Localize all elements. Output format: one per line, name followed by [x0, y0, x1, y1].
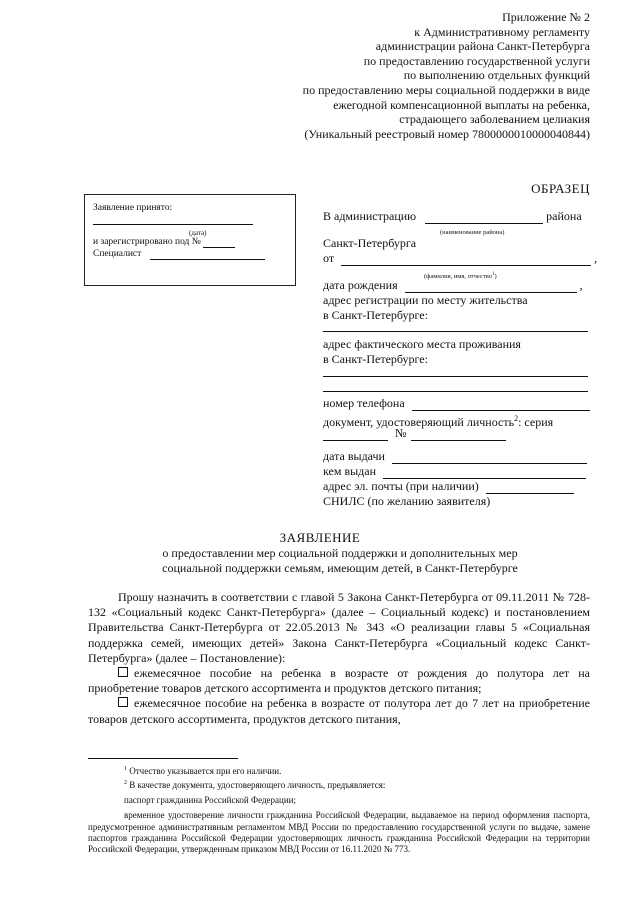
option-item: ежемесячное пособие на ребенка в возрасте от рождения до полутора лет на приобретение товаров детского ассортимента и продуктов детского питания;: [88, 666, 590, 696]
id-number-field[interactable]: [411, 430, 506, 441]
date-caption: (дата): [189, 229, 207, 237]
footnote-divider: [88, 758, 238, 759]
reg-address-field[interactable]: [323, 331, 588, 332]
registered-label: и зарегистрировано под №: [93, 237, 201, 247]
phone-field[interactable]: [412, 400, 590, 411]
full-name-caption: (фамилия, имя, отчество$^1$): [424, 272, 497, 281]
header-line: страдающего заболеванием целиакия: [399, 112, 590, 127]
birth-date-field[interactable]: [405, 282, 577, 293]
accepted-date-field[interactable]: [93, 214, 253, 225]
full-name-field[interactable]: [341, 255, 591, 266]
sample-label: ОБРАЗЕЦ: [531, 181, 590, 196]
phone-label: номер телефона: [323, 396, 405, 410]
header-line: администрации района Санкт-Петербурга: [375, 39, 590, 54]
acceptance-box: [84, 194, 296, 286]
district-label: района: [546, 209, 582, 223]
header-line: (Уникальный реестровый номер 7800000010000040844): [304, 126, 590, 141]
header-line: по предоставлению государственной услуги: [363, 53, 590, 68]
application-body: [88, 590, 590, 727]
issued-by-label: кем выдан: [323, 464, 377, 478]
email-label: адрес эл. почты (при наличии): [323, 479, 479, 493]
header-line: по выполнению отдельных функций: [403, 68, 590, 83]
request-paragraph: Прошу назначить в соответствии с главой 5 Закона Санкт-Петербурга от 09.11.2011 № 728-132 «Социальный кодекс Санкт-Петербурга» (далее – Социальный кодекс) и постановлением Правительства Санкт-Петербурга от 22.05.2013 № 343 «О реализации главы 5 «Социальная поддержка семей, имеющих детей» Закона Санкт-Петербурга «Социальный кодекс Санкт-Петербурга» (далее – Постановление):: [88, 590, 590, 665]
issue-date-field[interactable]: [392, 453, 587, 464]
checkbox-infant-allowance[interactable]: [118, 667, 128, 677]
number-sign: №: [395, 426, 407, 440]
option-item: ежемесячное пособие на ребенка в возрасте от полутора лет до 7 лет на приобретение товаров детского ассортимента, продуктов детского питания,: [88, 696, 590, 726]
district-caption: (наименование района): [440, 229, 505, 236]
email-field[interactable]: [486, 483, 574, 494]
actual-address-field-1[interactable]: [323, 376, 588, 377]
reg-address-label-2: в Санкт-Петербурге:: [323, 308, 428, 322]
actual-address-label-2: в Санкт-Петербурге:: [323, 352, 428, 366]
issued-by-field[interactable]: [383, 468, 586, 479]
registration-number-field[interactable]: [203, 237, 235, 248]
accepted-label: Заявление принято:: [93, 203, 173, 213]
appendix-header: [230, 10, 590, 141]
reg-address-label: адрес регистрации по месту жительства: [323, 293, 528, 307]
from-label: от: [323, 251, 335, 265]
application-subtitle: о предоставлении мер социальной поддержки и дополнительных мер социальной поддержки семьям, имеющим детей, в Санкт-Петербурге: [162, 546, 518, 575]
specialist-label: Специалист: [93, 249, 142, 259]
specialist-field[interactable]: [150, 249, 265, 260]
header-line: Приложение № 2: [502, 10, 590, 24]
footnote-1: $^1$ Отчество указывается при его наличии.: [124, 766, 282, 776]
actual-address-field-2[interactable]: [323, 391, 588, 392]
city-label: Санкт-Петербурга: [323, 236, 417, 250]
footnote-2: $^2$ В качестве документа, удостоверяющего личность, предъявляется: паспорт гражданина Российской Федерации; временное удостоверение личности гражданина Российской Федерации, выдаваемое на период оформления паспорта, предусмотренное административным регламентом МВД России по предоставлению государственной услуги по выдаче, замене паспортов гражданина Российской Федерации удостоверяющих личность гражданина Российской Федерации на территории Российской Федерации, утвержденным приказом МВД России от 16.11.2020 № 773.: [88, 780, 590, 855]
actual-address-label: адрес фактического места проживания: [323, 337, 521, 351]
header-line: ежегодной компенсационной выплаты на ребенка,: [333, 97, 590, 112]
application-title: ЗАЯВЛЕНИЕ: [279, 530, 361, 545]
to-admin-label: В администрацию: [323, 209, 417, 223]
id-series-field[interactable]: [323, 430, 388, 441]
snils-label: СНИЛС (по желанию заявителя): [323, 494, 491, 508]
header-line: к Административному регламенту: [414, 24, 590, 39]
issue-date-label: дата выдачи: [323, 449, 385, 463]
id-document-label: документ, удостоверяющий личность: [323, 415, 515, 429]
birth-date-label: дата рождения: [323, 278, 398, 292]
header-line: по предоставлению меры социальной поддержки в виде: [302, 82, 590, 97]
comma: ,: [594, 251, 598, 265]
checkbox-child-allowance[interactable]: [118, 697, 128, 707]
district-field[interactable]: [425, 213, 543, 224]
